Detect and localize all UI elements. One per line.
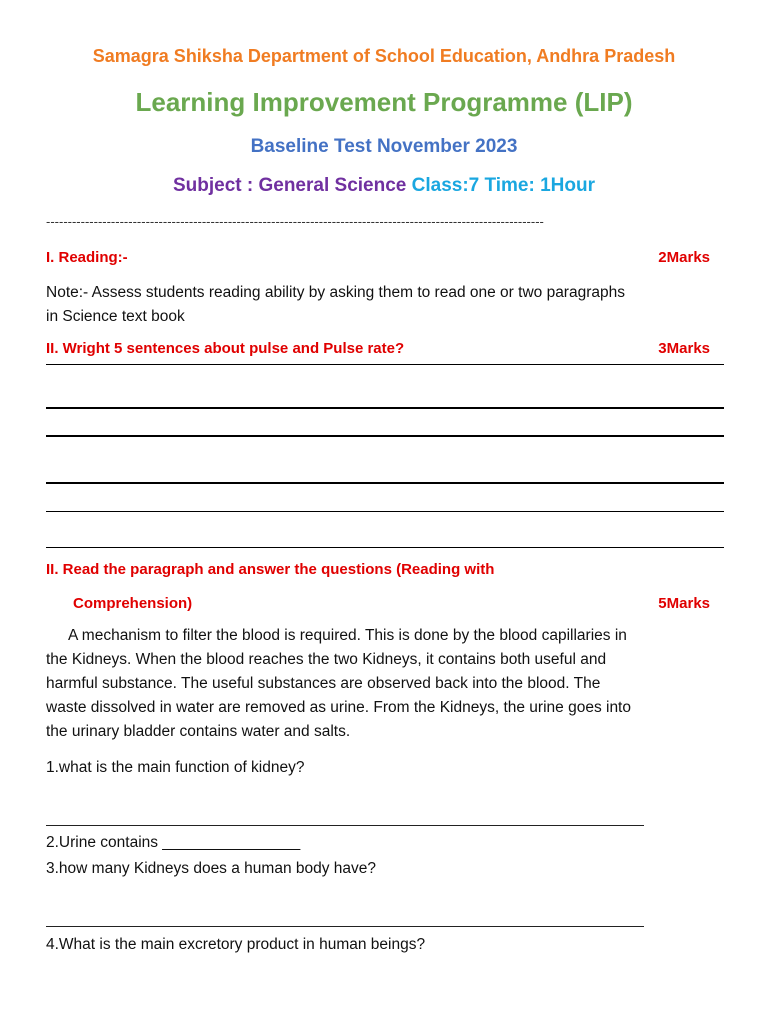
- paragraph-line: harmful substance. The useful substances are observed back into the blood. The: [46, 675, 601, 692]
- section-pulse-title: II. Wright 5 sentences about pulse and Pulse rate?: [46, 340, 405, 357]
- programme-title: Learning Improvement Programme (LIP): [135, 87, 633, 117]
- reading-note-line-1: Note:- Assess students reading ability by asking them to read one or two paragraphs: [46, 284, 625, 301]
- answer-line: [46, 435, 724, 437]
- answer-line: [46, 364, 724, 365]
- paragraph-line: the urinary bladder contains water and salts.: [46, 723, 351, 740]
- question-1: 1.what is the main function of kidney?: [46, 759, 305, 776]
- question-2: 2.Urine contains ________________: [46, 834, 301, 851]
- section-comprehension-title-1: II. Read the paragraph and answer the questions (Reading with: [46, 561, 495, 578]
- answer-line: [46, 511, 724, 512]
- dashed-divider: -------------------------------------------------------------------------------------------------------------------: [46, 214, 544, 229]
- answer-blank: [46, 926, 644, 927]
- reading-note-line-2: in Science text book: [46, 308, 185, 325]
- subject-line: [0, 175, 768, 197]
- section-comprehension-marks: 5Marks: [658, 595, 710, 612]
- class-time-label: Class:7 Time: 1Hour: [411, 175, 596, 196]
- comprehension-paragraph: [46, 624, 726, 744]
- section-reading-marks: 2Marks: [658, 249, 710, 266]
- paragraph-line: A mechanism to filter the blood is required. This is done by the blood capillaries in: [68, 627, 627, 644]
- answer-line: [46, 547, 724, 548]
- question-3: 3.how many Kidneys does a human body have?: [46, 860, 377, 877]
- answer-line: [46, 407, 724, 409]
- reading-note: [46, 281, 726, 329]
- answer-line: [46, 482, 724, 484]
- section-pulse-marks: 3Marks: [658, 340, 710, 357]
- paragraph-line: the Kidneys. When the blood reaches the two Kidneys, it contains both useful and: [46, 651, 607, 668]
- test-title: Baseline Test November 2023: [250, 136, 518, 157]
- section-comprehension-title-2: Comprehension): [73, 595, 193, 612]
- organization-title: Samagra Shiksha Department of School Education, Andhra Pradesh: [92, 46, 676, 66]
- answer-blank: [46, 825, 644, 826]
- question-4: 4.What is the main excretory product in human beings?: [46, 936, 426, 953]
- subject-label: Subject : General Science: [172, 175, 407, 196]
- paragraph-line: waste dissolved in water are removed as urine. From the Kidneys, the urine goes into: [46, 699, 631, 716]
- section-reading-title: I. Reading:-: [46, 249, 128, 266]
